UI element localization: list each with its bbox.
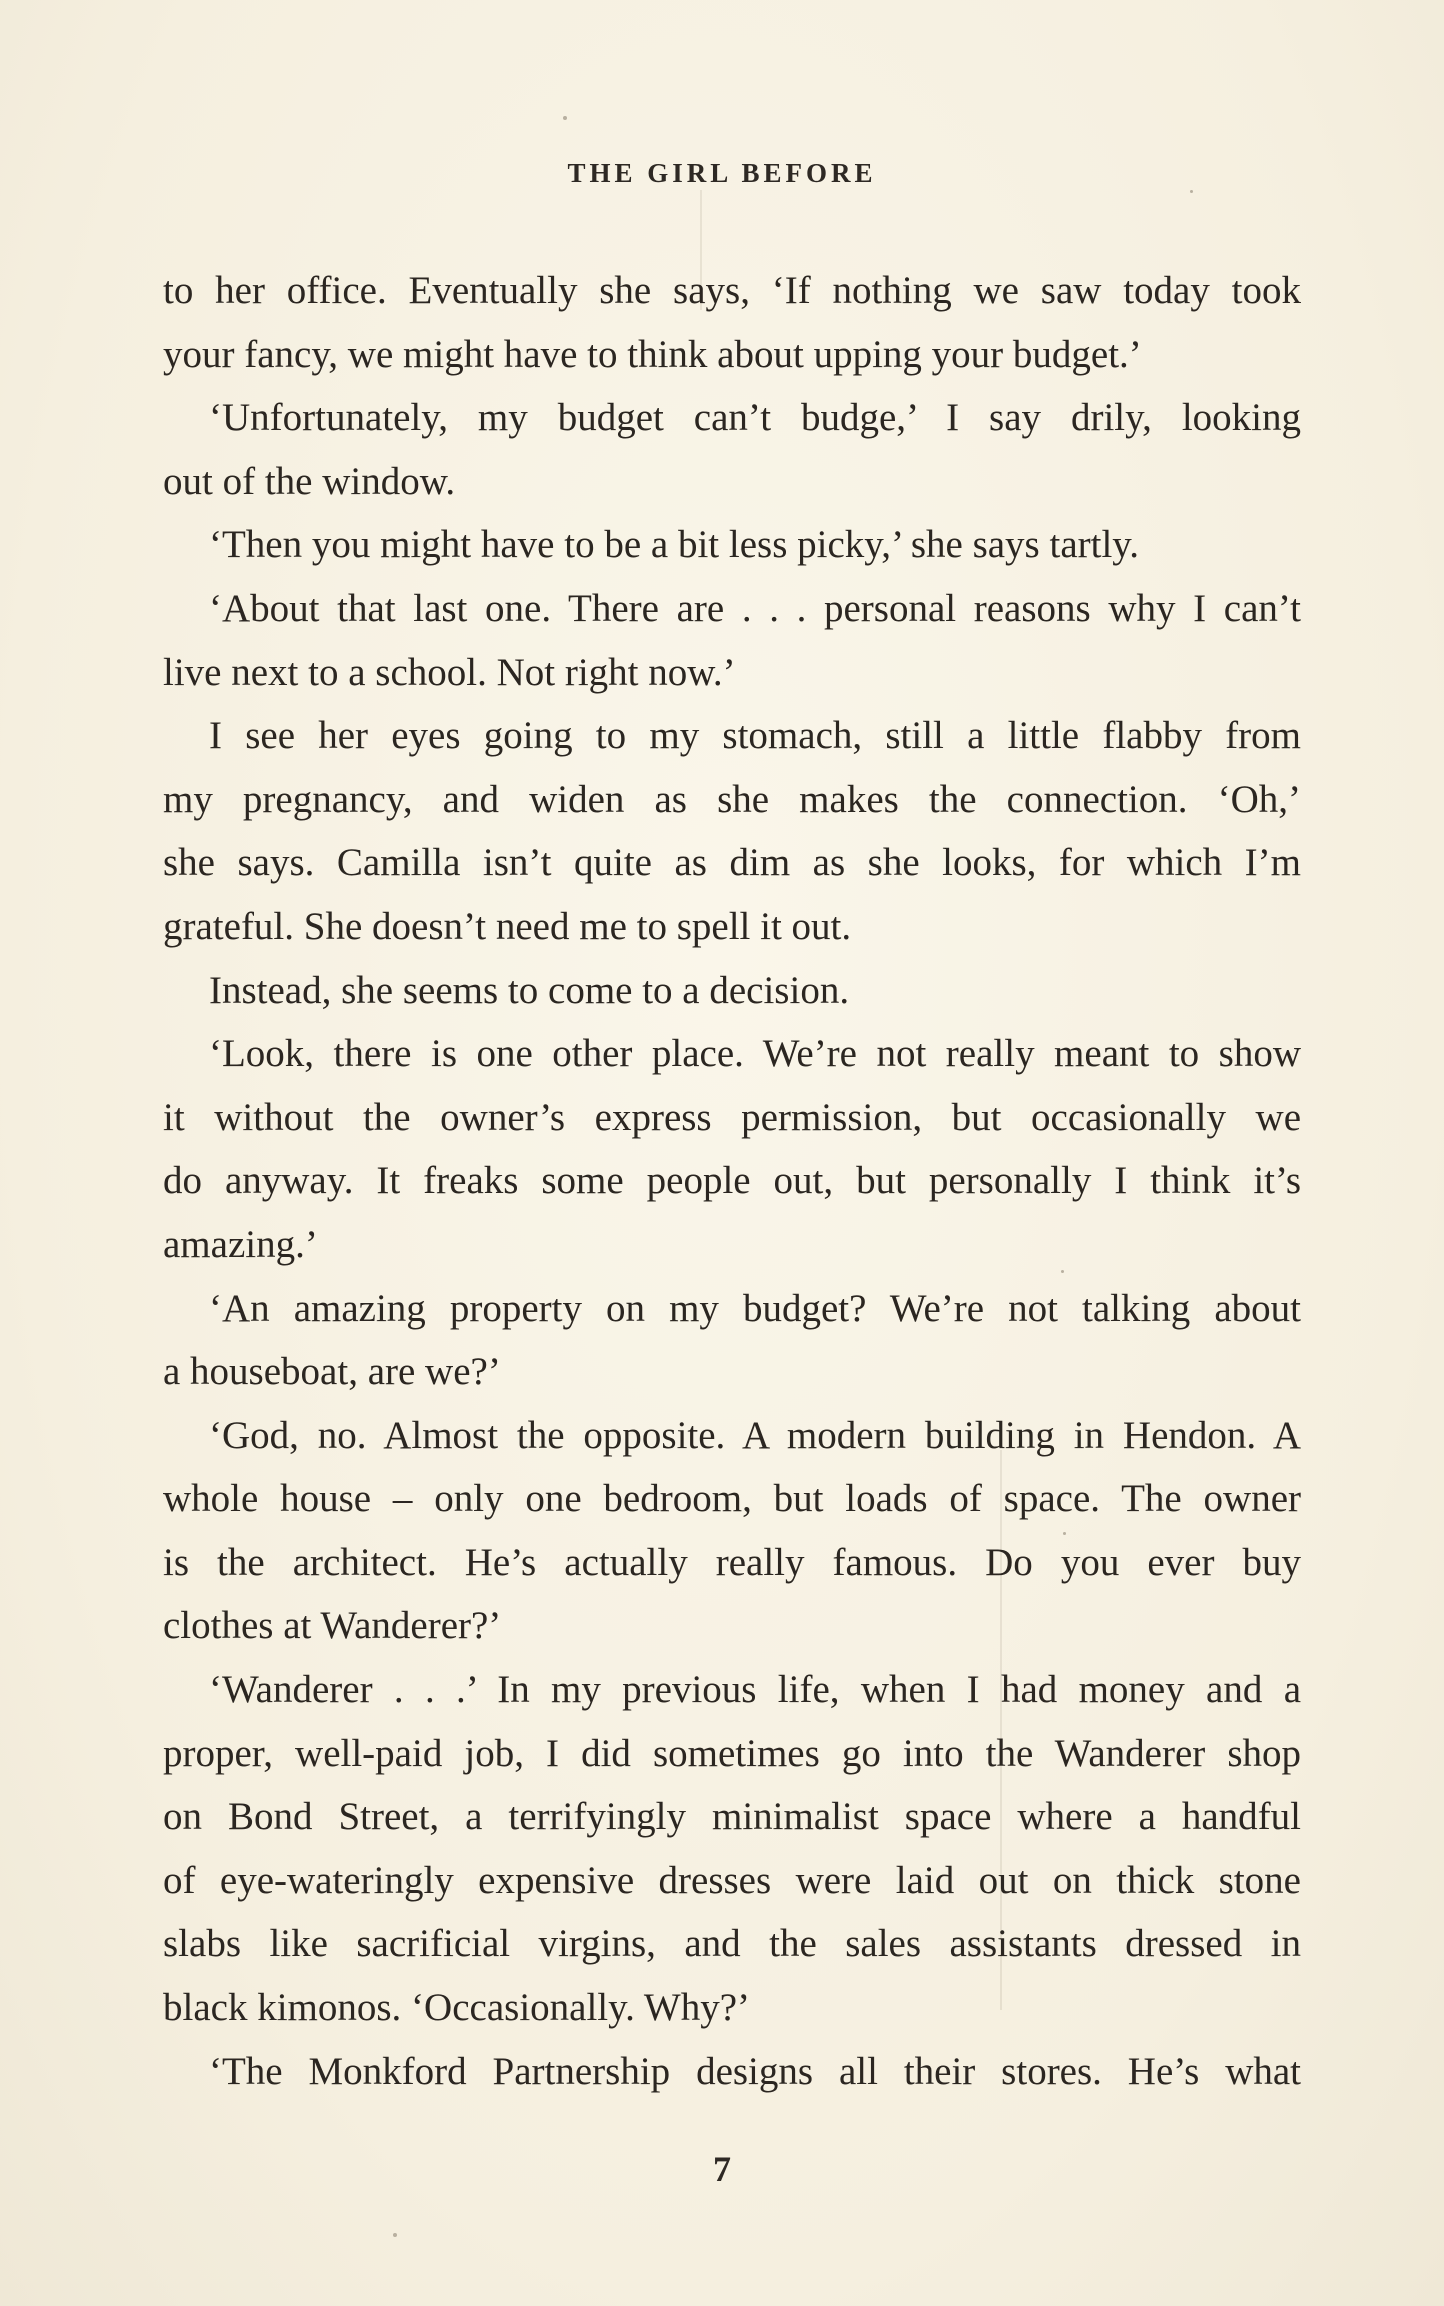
- text-line: ‘An amazing property on my budget? We’re not talking about: [209, 1286, 1301, 1330]
- paper-speck: [393, 2233, 397, 2237]
- text-line: ‘Look, there is one other place. We’re not really meant to show: [209, 1032, 1301, 1076]
- text-line: I see her eyes going to my stomach, still a little flabby from: [209, 714, 1301, 758]
- body-text: [163, 259, 1301, 2103]
- text-line: ‘Unfortunately, my budget can’t budge,’ I say drily, looking: [209, 396, 1301, 440]
- text-line: she says. Camilla isn’t quite as dim as she looks, for which I’m: [163, 841, 1301, 885]
- text-line: a houseboat, are we?’: [163, 1350, 501, 1394]
- page-number: 7: [713, 2149, 731, 2189]
- text-line: on Bond Street, a terrifyingly minimalist space where a handful: [163, 1795, 1301, 1839]
- text-line: grateful. She doesn’t need me to spell it out.: [163, 904, 852, 948]
- text-line: black kimonos. ‘Occasionally. Why?’: [163, 1986, 750, 2030]
- text-line: amazing.’: [163, 1222, 318, 1266]
- text-line: my pregnancy, and widen as she makes the connection. ‘Oh,’: [163, 777, 1301, 821]
- text-line: ‘God, no. Almost the opposite. A modern building in Hendon. A: [209, 1413, 1301, 1457]
- text-line: slabs like sacrificial virgins, and the sales assistants dressed in: [163, 1922, 1301, 1966]
- text-line: ‘Then you might have to be a bit less picky,’ she says tartly.: [209, 523, 1140, 567]
- text-line: Instead, she seems to come to a decision.: [209, 968, 850, 1012]
- paper-speck: [563, 116, 567, 120]
- text-line: live next to a school. Not right now.’: [163, 650, 736, 694]
- running-head: THE GIRL BEFORE: [567, 158, 877, 188]
- text-line: it without the owner’s express permission, but occasionally we: [163, 1095, 1301, 1139]
- text-line: is the architect. He’s actually really famous. Do you ever buy: [163, 1540, 1301, 1584]
- text-line: of eye-wateringly expensive dresses were laid out on thick stone: [163, 1858, 1301, 1902]
- text-line: proper, well-paid job, I did sometimes go into the Wanderer shop: [163, 1731, 1301, 1775]
- text-line: ‘Wanderer . . .’ In my previous life, when I had money and a: [209, 1668, 1301, 1712]
- text-line: out of the window.: [163, 459, 456, 503]
- text-line: clothes at Wanderer?’: [163, 1604, 502, 1648]
- text-line: do anyway. It freaks some people out, but personally I think it’s: [163, 1159, 1301, 1203]
- text-line: ‘The Monkford Partnership designs all their stores. He’s what: [209, 2049, 1301, 2093]
- text-line: your fancy, we might have to think about upping your budget.’: [163, 332, 1142, 376]
- text-line: whole house – only one bedroom, but loads of space. The owner: [163, 1477, 1301, 1521]
- text-line: to her office. Eventually she says, ‘If nothing we saw today took: [163, 269, 1301, 312]
- text-line: ‘About that last one. There are . . . personal reasons why I can’t: [209, 586, 1301, 630]
- paper-speck: [1190, 190, 1193, 193]
